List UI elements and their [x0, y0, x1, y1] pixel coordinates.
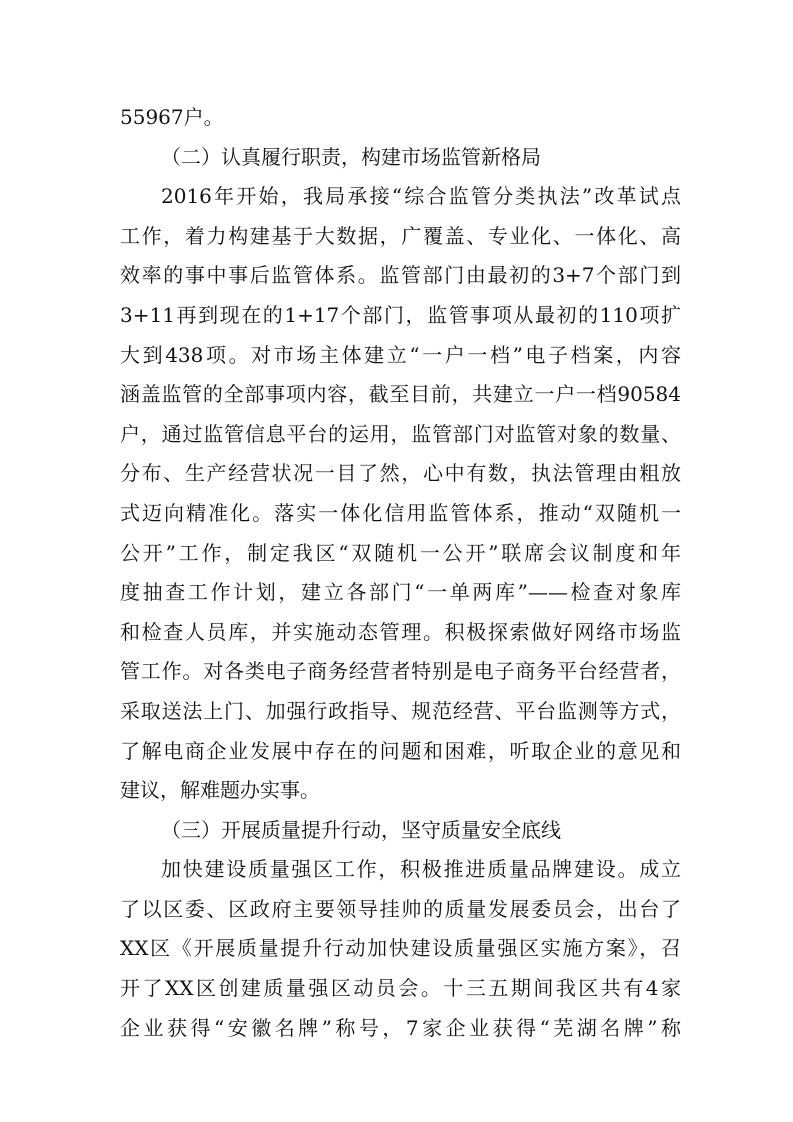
paragraph-line: 式迈向精准化。落实一体化信用监管体系，推动“双随机一	[120, 500, 681, 525]
document-page	[120, 98, 681, 1048]
paragraph-line: 采取送法上门、加强行政指导、规范经营、平台监测等方式，	[120, 698, 681, 723]
paragraph-line: 分布、生产经营状况一目了然，心中有数，执法管理由粗放	[120, 461, 681, 486]
paragraph-line: 和检查人员库，并实施动态管理。积极探索做好网络市场监	[120, 619, 681, 644]
paragraph-line: 建议，解难题办实事。	[120, 778, 320, 803]
paragraph-line: XX区《开展质量提升行动加快建设质量强区实施方案》，召	[120, 936, 681, 961]
paragraph-line: 2016年开始，我局承接“综合监管分类执法”改革试点	[161, 184, 681, 209]
paragraph-line: 3+11再到现在的1+17个部门，监管事项从最初的110项扩	[120, 302, 681, 327]
paragraph-line: 55967户。	[120, 105, 224, 129]
paragraph-line: 大到438项。对市场主体建立“一户一档”电子档案，内容	[120, 342, 681, 367]
paragraph-line: 工作，着力构建基于大数据，广覆盖、专业化、一体化、高	[120, 223, 681, 248]
paragraph-line: 了以区委、区政府主要领导挂帅的质量发展委员会，出台了	[120, 896, 681, 921]
paragraph-line: 度抽查工作计划，建立各部门“一单两库”——检查对象库	[120, 580, 681, 605]
paragraph-line: 企业获得“安徽名牌”称号，7家企业获得“芜湖名牌”称	[120, 1015, 681, 1040]
paragraph-line: 户，通过监管信息平台的运用，监管部门对监管对象的数量、	[120, 421, 681, 446]
paragraph-line: 了解电商企业发展中存在的问题和困难，听取企业的意见和	[120, 738, 681, 763]
paragraph-line: 加快建设质量强区工作，积极推进质量品牌建设。成立	[161, 857, 681, 882]
paragraph-line: 效率的事中事后监管体系。监管部门由最初的3+7个部门到	[120, 263, 681, 288]
section-heading: （二）认真履行职责，构建市场监管新格局	[161, 144, 541, 169]
section-heading: （三）开展质量提升行动，坚守质量安全底线	[161, 817, 561, 842]
paragraph-line: 涵盖监管的全部事项内容，截至目前，共建立一户一档90584	[120, 382, 681, 407]
paragraph-line: 公开”工作，制定我区“双随机一公开”联席会议制度和年	[120, 540, 681, 565]
paragraph-line: 管工作。对各类电子商务经营者特别是电子商务平台经营者，	[120, 659, 681, 684]
paragraph-line: 开了XX区创建质量强区动员会。十三五期间我区共有4家	[120, 976, 681, 1001]
